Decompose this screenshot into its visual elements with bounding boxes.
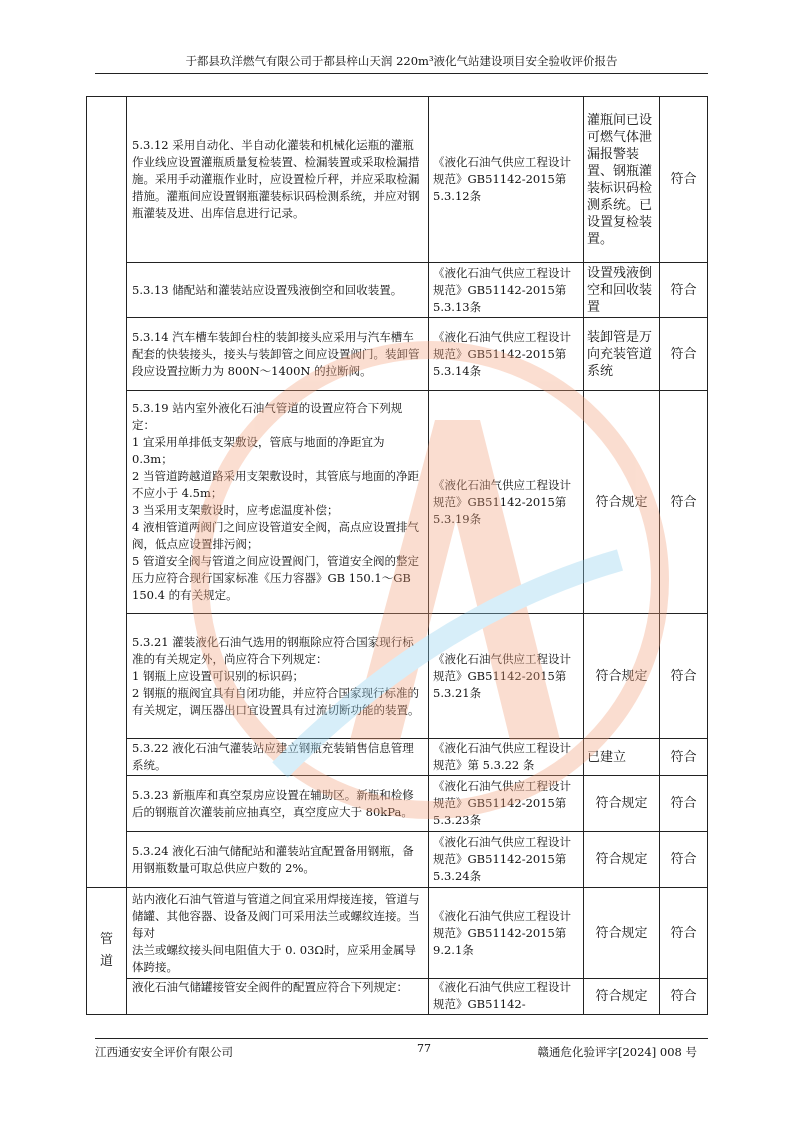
evaluation-table: [86, 96, 708, 1015]
basis-cell: 《液化石油气供应工程设计规范》GB51142-2015第5.3.14条: [429, 318, 584, 391]
requirement-cell: 5.3.22 液化石油气灌装站应建立钢瓶充装销售信息管理系统。: [127, 739, 429, 776]
situation-cell: 灌瓶间已设可燃气体泄漏报警装置、钢瓶灌装标识码检测系统。已设置复检装置。: [584, 97, 660, 263]
table-row: [87, 391, 708, 614]
result-cell: 符合: [660, 832, 708, 888]
result-cell: 符合: [660, 318, 708, 391]
basis-cell: 《液化石油气供应工程设计规范》GB51142-2015第9.2.1条: [429, 888, 584, 979]
situation-cell: 符合规定: [584, 888, 660, 979]
result-cell: 符合: [660, 776, 708, 832]
footer-rule: [95, 1038, 708, 1039]
table-row: [87, 97, 708, 263]
requirement-cell: 5.3.23 新瓶库和真空泵房应设置在辅助区。新瓶和检修后的钢瓶首次灌装前应抽真空，真空度应大于 80kPa。: [127, 776, 429, 832]
situation-cell: 符合规定: [584, 979, 660, 1015]
basis-cell: 《液化石油气供应工程设计规范》GB51142-2015第5.3.19条: [429, 391, 584, 614]
result-cell: 符合: [660, 739, 708, 776]
table-row: [87, 776, 708, 832]
basis-cell: 《液化石油气供应工程设计规范》GB51142-2015第5.3.24条: [429, 832, 584, 888]
result-cell: 符合: [660, 979, 708, 1015]
result-cell: 符合: [660, 614, 708, 739]
requirement-cell: 5.3.12 采用自动化、半自动化灌装和机械化运瓶的灌瓶作业线应设置灌瓶质量复检装置、检漏装置或采取检漏措施。采用手动灌瓶作业时，应设置检斤秤，并应采取检漏措施。灌瓶间应设置钢瓶灌装标识码检测系统，并应对钢瓶灌装及进、出库信息进行记录。: [127, 97, 429, 263]
table-row: [87, 888, 708, 979]
category-cell-empty: [87, 97, 127, 888]
situation-cell: 符合规定: [584, 776, 660, 832]
table-row: [87, 318, 708, 391]
requirement-cell: 5.3.24 液化石油气储配站和灌装站宜配置备用钢瓶，备用钢瓶数量可取总供应户数的 2%。: [127, 832, 429, 888]
requirement-cell: 5.3.19 站内室外液化石油气管道的设置应符合下列规定： 1 宜采用单排低支架敷设，管底与地面的净距宜为 0.3m； 2 当管道跨越道路采用支架敷设时，其管底与地面的净距不应小于 4.5m； 3 当采用支架敷设时，应考虑温度补偿； 4 液相管道两阀门之间应设管道安全阀，高点应设置排气阀，低点应设置排污阀； 5 管道安全阀与管道之间应设置阀门，管道安全阀的整定压力应符合现行国家标准《压力容器》GB 150.1～GB 150.4 的有关规定。: [127, 391, 429, 614]
situation-cell: 装卸管是万向充装管道系统: [584, 318, 660, 391]
footer-company: 江西通安安全评价有限公司: [95, 1045, 233, 1059]
table-row: [87, 263, 708, 318]
result-cell: 符合: [660, 263, 708, 318]
situation-cell: 已建立: [584, 739, 660, 776]
header-rule: [95, 73, 708, 74]
situation-cell: 符合规定: [584, 391, 660, 614]
basis-cell: 《液化石油气供应工程设计规范》第 5.3.22 条: [429, 739, 584, 776]
requirement-cell: 5.3.14 汽车槽车装卸台柱的装卸接头应采用与汽车槽车配套的快装接头，接头与装卸管之间应设置阀门。装卸管段应设置拉断力为 800N～1400N 的拉断阀。: [127, 318, 429, 391]
result-cell: 符合: [660, 888, 708, 979]
table-row: [87, 614, 708, 739]
table-row: [87, 739, 708, 776]
situation-cell: 符合规定: [584, 832, 660, 888]
table-row: [87, 832, 708, 888]
requirement-cell: 5.3.21 灌装液化石油气选用的钢瓶除应符合国家现行标准的有关规定外，尚应符合下列规定： 1 钢瓶上应设置可识别的标识码； 2 钢瓶的瓶阀宜具有自闭功能，并应符合国家现行标准的有关规定，调压器出口宜设置具有过流切断功能的装置。: [127, 614, 429, 739]
situation-cell: 设置残液倒空和回收装置: [584, 263, 660, 318]
requirement-cell: 液化石油气储罐接管安全阀件的配置应符合下列规定：: [127, 979, 429, 1015]
basis-cell: 《液化石油气供应工程设计规范》GB51142-: [429, 979, 584, 1015]
table-row: [87, 979, 708, 1015]
category-cell-pipeline: [87, 888, 127, 1015]
requirement-cell: 5.3.13 储配站和灌装站应设置残液倒空和回收装置。: [127, 263, 429, 318]
basis-cell: 《液化石油气供应工程设计规范》GB51142-2015第5.3.12条: [429, 97, 584, 263]
footer-page-number: 77: [417, 1042, 431, 1055]
basis-cell: 《液化石油气供应工程设计规范》GB51142-2015第5.3.21条: [429, 614, 584, 739]
basis-cell: 《液化石油气供应工程设计规范》GB51142-2015第5.3.13条: [429, 263, 584, 318]
page-header: 于都县玖洋燃气有限公司于都县梓山天润 220m³液化气站建设项目安全验收评价报告: [185, 54, 618, 68]
situation-cell: 符合规定: [584, 614, 660, 739]
basis-cell: 《液化石油气供应工程设计规范》GB51142-2015第5.3.23条: [429, 776, 584, 832]
result-cell: 符合: [660, 391, 708, 614]
category-label: 管道: [99, 932, 113, 969]
footer-report-no: 赣通危化验评字[2024] 008 号: [537, 1045, 697, 1059]
result-cell: 符合: [660, 97, 708, 263]
requirement-cell: 站内液化石油气管道与管道之间宜采用焊接连接，管道与储罐、其他容器、设备及阀门可采用法兰或螺纹连接。当每对 法兰或螺纹接头间电阻值大于 0. 03Ω时，应采用金属导体跨接。: [127, 888, 429, 979]
